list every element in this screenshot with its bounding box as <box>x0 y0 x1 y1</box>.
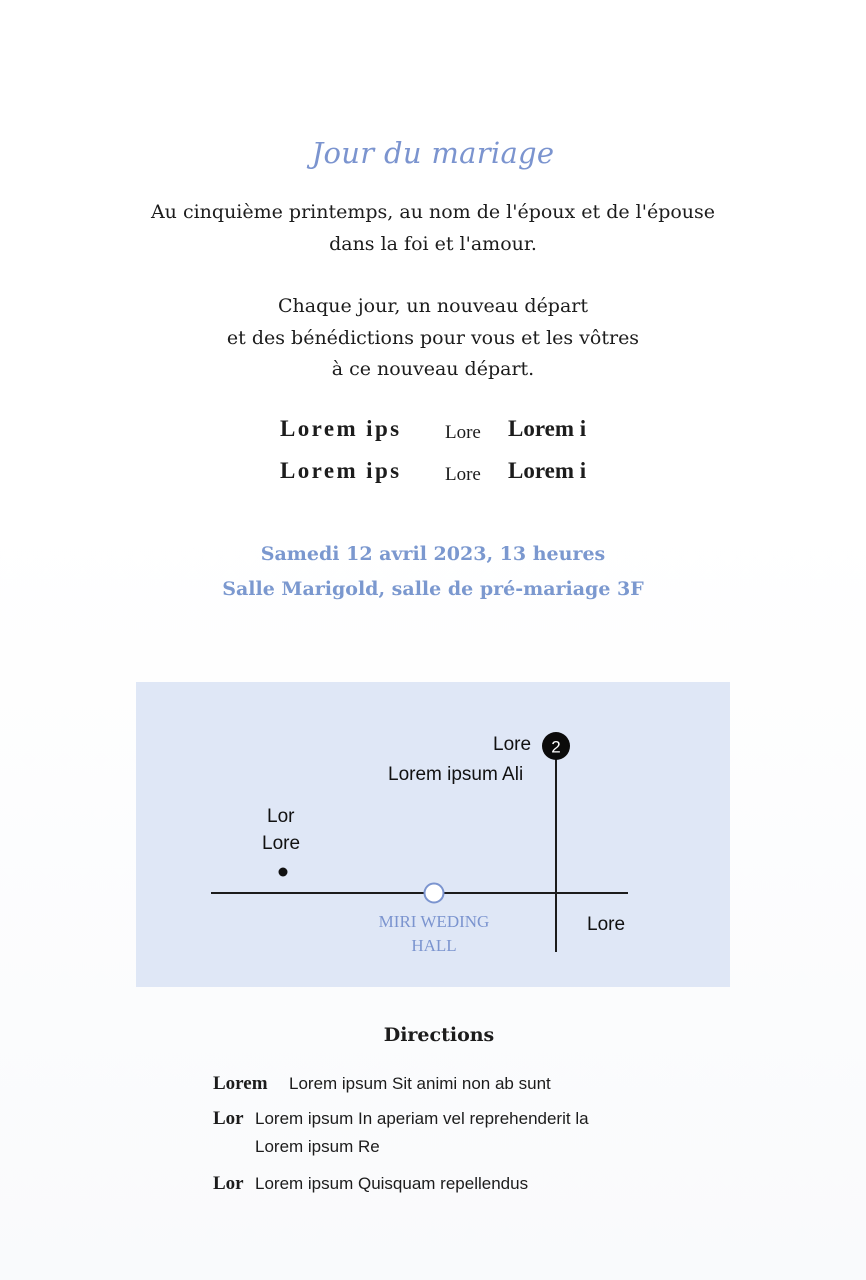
family-relation: Lore <box>445 464 481 485</box>
location-map[interactable] <box>136 682 730 987</box>
greeting-block-2 <box>0 291 866 386</box>
landmark-label: Lore <box>262 833 301 854</box>
family-row <box>0 412 866 454</box>
landmark-label: Lor <box>267 806 295 827</box>
event-date: Samedi 12 avril 2023, 13 heures <box>260 543 606 565</box>
greeting-line: et des bénédictions pour vous et les vôtres <box>226 326 640 349</box>
family-relation: Lore <box>445 422 481 443</box>
direction-text: Lorem ipsum Sit animi non ab sunt <box>289 1074 551 1093</box>
greeting-line: dans la foi et l'amour. <box>329 232 537 255</box>
direction-mode: Lorem <box>213 1073 268 1094</box>
greeting-block-1 <box>0 197 866 260</box>
exit-label: Lore <box>493 734 532 755</box>
family-row <box>0 454 866 496</box>
landmark-dot <box>279 868 288 877</box>
hall-label <box>356 910 512 958</box>
road-label: Lore <box>587 914 626 935</box>
family-name: Lorem ips <box>280 458 402 483</box>
direction-text: Lorem ipsum Quisquam repellendus <box>255 1174 529 1193</box>
family-name: Lorem ips <box>280 416 402 441</box>
families-block <box>0 412 866 496</box>
direction-text: Lorem ipsum Re <box>255 1137 380 1156</box>
direction-text: Lorem ipsum In aperiam vel reprehenderit la <box>255 1109 589 1128</box>
page-title: Jour du mariage <box>311 136 555 170</box>
greeting-line: à ce nouveau départ. <box>331 358 535 380</box>
hall-label-line: MIRI WEDING <box>378 912 490 931</box>
event-venue: Salle Marigold, salle de pré-mariage 3F <box>222 578 644 600</box>
greeting-line: Chaque jour, un nouveau départ <box>277 295 589 317</box>
station-label: Lorem ipsum Ali <box>388 764 524 785</box>
person-name: Lorem i <box>508 416 587 441</box>
directions-title: Directions <box>383 1024 495 1046</box>
greeting-line: Au cinquième printemps, au nom de l'époux et de l'épouse <box>150 201 716 223</box>
direction-mode: Lor <box>213 1173 244 1194</box>
direction-mode: Lor <box>213 1108 244 1129</box>
hall-marker-icon[interactable] <box>425 884 444 903</box>
exit-number: 2 <box>551 737 561 757</box>
person-name: Lorem i <box>508 458 587 483</box>
hall-label-line: HALL <box>411 936 457 955</box>
